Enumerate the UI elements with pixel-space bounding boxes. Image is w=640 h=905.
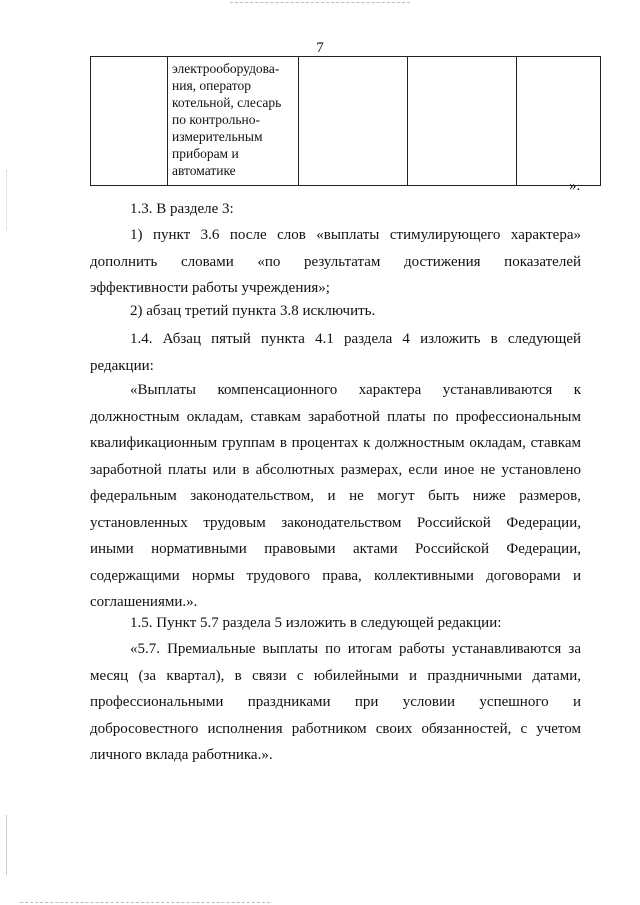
scan-edge-bottom — [20, 902, 270, 903]
table-cell — [517, 57, 601, 186]
table-cell-positions: электрооборудова- ния, оператор котельной, слесарь по контрольно- измерительным приборам и автоматике — [168, 57, 299, 186]
paragraph-1-3: 1.3. В разделе 3: — [130, 201, 234, 217]
page-number: 7 — [316, 40, 324, 56]
paragraph-1-4: 1.4. Абзац пятый пункта 4.1 раздела 4 изложить в следующей редакции: — [90, 331, 581, 374]
paragraph-quote-bonus: «5.7. Премиальные выплаты по итогам работы устанавливаются за месяц (за квартал), в связи с юбилейными и праздничными датами, профессиональными праздниками при условии успешного и добросовестного исполнения работником своих обязанностей, с учетом личного вклада работника.». — [90, 641, 581, 763]
positions-table — [90, 56, 601, 186]
table-row — [91, 57, 601, 186]
scan-edge-left-lower — [6, 815, 8, 875]
table-cell — [299, 57, 408, 186]
paragraph-1-5: 1.5. Пункт 5.7 раздела 5 изложить в следующей редакции: — [130, 615, 502, 631]
scan-edge-left — [6, 170, 8, 230]
paragraph-item-2: 2) абзац третий пункта 3.8 исключить. — [130, 303, 376, 319]
table-cell — [408, 57, 517, 186]
paragraph-item-1: 1) пункт 3.6 после слов «выплаты стимулирующего характера» дополнить словами «по результатам достижения показателей эффективности работы учреждения»; — [90, 227, 581, 296]
scan-edge-top — [230, 2, 410, 4]
closing-quote: ». — [569, 178, 581, 194]
paragraph-quote-compensation: «Выплаты компенсационного характера устанавливаются к должностным окладам, ставкам заработной платы по профессиональным квалификационным группам в процентах к должностным окладам, ставкам заработной платы или в абсолютных размерах, если иное не установлено федеральным законодательством, и не могут быть ниже размеров, установленных трудовым законодательством Российской Федерации, иными нормативными правовыми актами Российской Федерации, содержащими нормы трудового права, коллективными договорами и соглашениями.». — [90, 382, 581, 610]
table-cell — [91, 57, 168, 186]
